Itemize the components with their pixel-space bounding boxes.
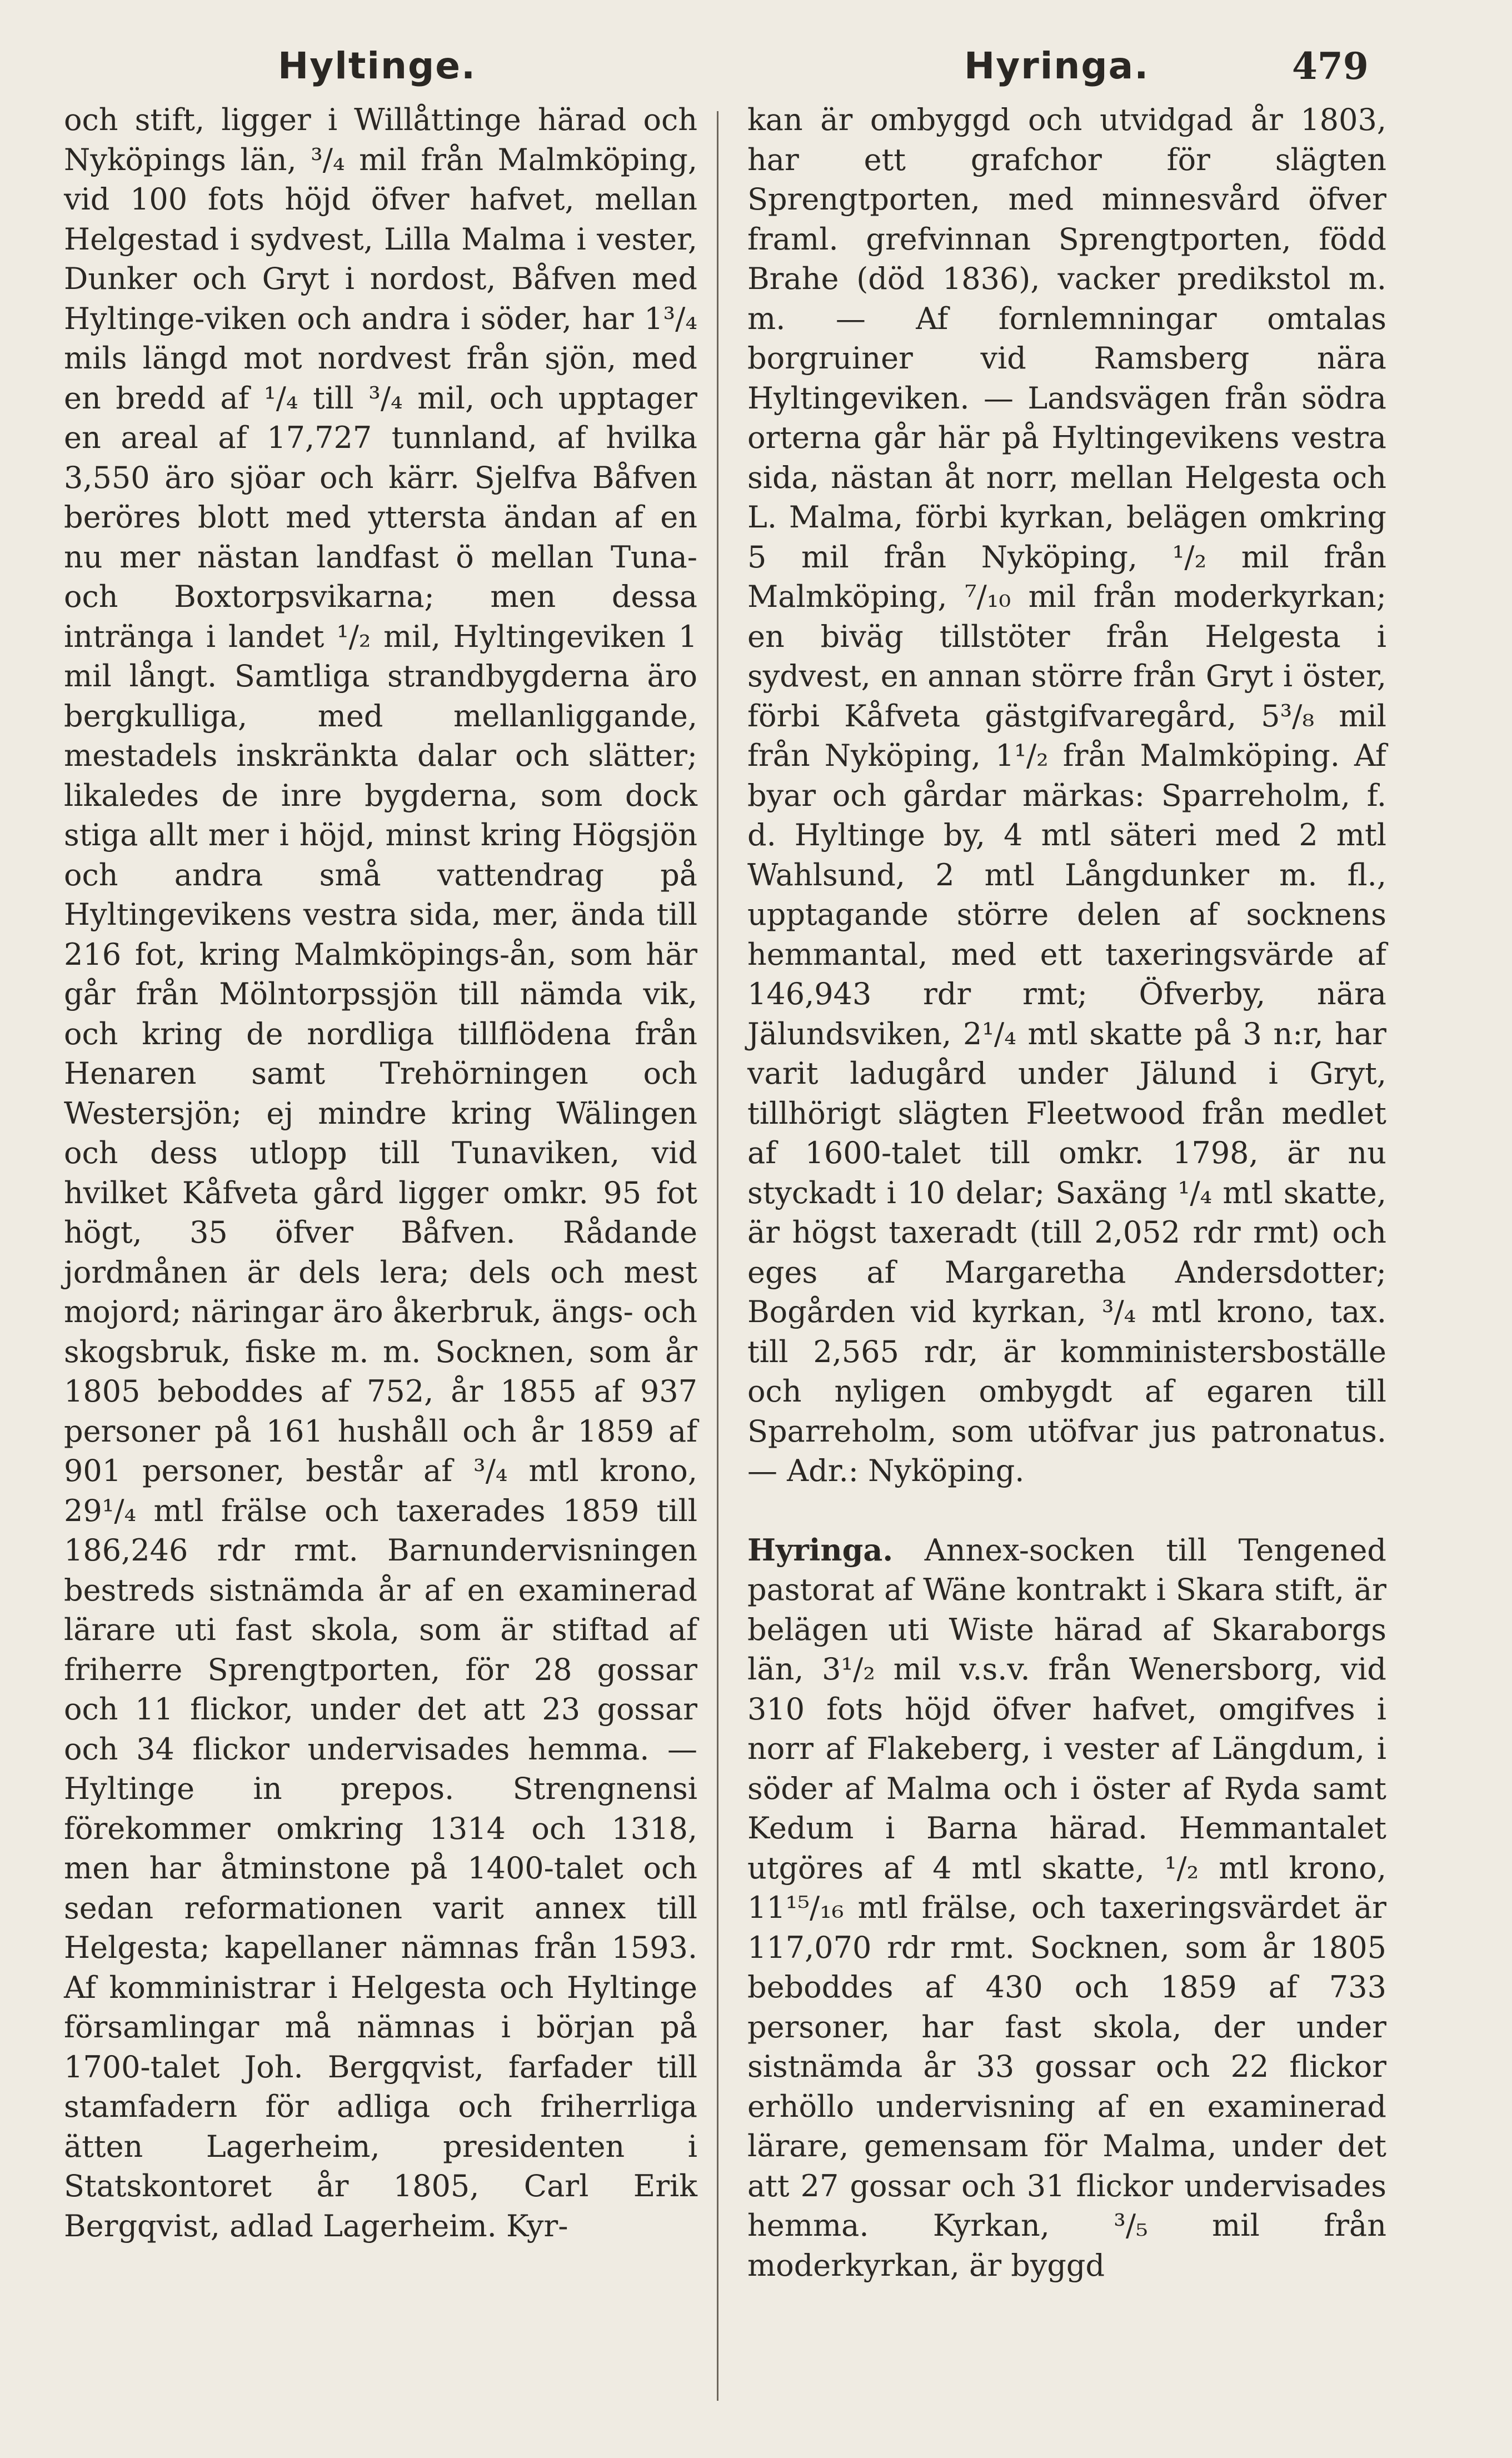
entry-headword: Hyringa. [747, 1532, 894, 1568]
right-column [747, 100, 1386, 2285]
entry-hyringa [747, 1530, 1386, 2286]
column-divider [717, 111, 718, 2401]
running-head-left: Hyltinge. [278, 44, 477, 87]
page-number: 479 [1292, 44, 1369, 88]
entry-text: Annex-socken till Tengened pastorat af Wäne kontrakt i Skara stift, är belägen uti Wiste härad af Skaraborgs län, 3¹/₂ mil v.s.v. från Wenersborg, vid 310 fots höjd öfver hafvet, omgifves i norr af Flakeberg, i vester af Längdum, i söder af Malma och i öster af Ryda samt Kedum i Barna härad. Hemmantalet utgöres af 4 mtl skatte, ¹/₂ mtl krono, 11¹⁵/₁₆ mtl frälse, och taxeringsvärdet är 117,070 rdr rmt. Socknen, som år 1805 beboddes af 430 och 1859 af 733 personer, har fast skola, der under sistnämda år 33 gossar och 22 flickor erhöllo undervisning af en examinerad lärare, gemensam för Malma, under det att 27 gossar och 31 flickor undervisades hemma. Kyrkan, ³/₅ mil från moderkyrkan, är byggd [747, 1532, 1386, 2283]
running-head [0, 44, 1512, 106]
left-column [64, 100, 697, 2246]
left-column-paragraph: och stift, ligger i Willåttinge härad och Nyköpings län, ³/₄ mil från Malmköping, vid 100 fots höjd öfver hafvet, mellan Helgestad i sydvest, Lilla Malma i vester, Dunker och Gryt i nordost, Båfven med Hyltinge-viken och andra i söder, har 1³/₄ mils längd mot nordvest från sjön, med en bredd af ¹/₄ till ³/₄ mil, och upptager en areal af 17,727 tunnland, af hvilka 3,550 äro sjöar och kärr. Sjelfva Båfven beröres blott med yttersta ändan af en nu mer nästan landfast ö mellan Tuna- och Boxtorpsvikarna; men dessa intränga i landet ¹/₂ mil, Hyltingeviken 1 mil långt. Samtliga strandbygderna äro bergkulliga, med mellanliggande, mestadels inskränkta dalar och slätter; likaledes de inre bygderna, som dock stiga allt mer i höjd, minst kring Högsjön och andra små vattendrag på Hyltingevikens vestra sida, mer, ända till 216 fot, kring Malmköpings-ån, som här går från Mölntorpssjön till nämda vik, och kring de nordliga tillflödena från Henaren samt Trehörningen och Westersjön; ej mindre kring Wälingen och dess utlopp till Tunaviken, vid hvilket Kåfveta gård ligger omkr. 95 fot högt, 35 öfver Båfven. Rådande jordmånen är dels lera; dels och mest mojord; näringar äro åkerbruk, ängs- och skogsbruk, fiske m. m. Socknen, som år 1805 beboddes af 752, år 1855 af 937 personer på 161 hushåll och år 1859 af 901 personer, består af ³/₄ mtl krono, 29¹/₄ mtl frälse och taxerades 1859 till 186,246 rdr rmt. Barnundervisningen bestreds sistnämda år af en examinerad lärare uti fast skola, som är stiftad af friherre Sprengtporten, för 28 gossar och 11 flickor, under det att 23 gossar och 34 flickor undervisades hemma. — Hyltinge in prepos. Strengnensi förekommer omkring 1314 och 1318, men har åtminstone på 1400-talet och sedan reformationen varit annex till Helgesta; kapellaner nämnas från 1593. Af komministrar i Helgesta och Hyltinge församlingar må nämnas i början på 1700-talet Joh. Bergqvist, farfader till stamfadern för adliga och friherrliga ätten Lagerheim, presidenten i Statskontoret år 1805, Carl Erik Bergqvist, adlad Lagerheim. Kyr- [64, 102, 697, 2243]
right-column-continuation: kan är ombyggd och utvidgad år 1803, har ett grafchor för slägten Sprengtporten, med minnesvård öfver framl. grefvinnan Sprengtporten, född Brahe (död 1836), vacker predikstol m. m. — Af fornlemningar omtalas borgruiner vid Ramsberg nära Hyltingeviken. — Landsvägen från södra orterna går här på Hyltingevikens vestra sida, nästan åt norr, mellan Helgesta och L. Malma, förbi kyrkan, belägen omkring 5 mil från Nyköping, ¹/₂ mil från Malmköping, ⁷/₁₀ mil från moderkyrkan; en biväg tillstöter från Helgesta i sydvest, en annan större från Gryt i öster, förbi Kåfveta gästgifvaregård, 5³/₈ mil från Nyköping, 1¹/₂ från Malmköping. Af byar och gårdar märkas: Sparreholm, f. d. Hyltinge by, 4 mtl säteri med 2 mtl Wahlsund, 2 mtl Långdunker m. fl., upptagande större delen af socknens hemmantal, med ett taxeringsvärde af 146,943 rdr rmt; Öfverby, nära Jälundsviken, 2¹/₄ mtl skatte på 3 n:r, har varit ladugård under Jälund i Gryt, tillhörigt slägten Fleetwood från medlet af 1600-talet till omkr. 1798, är nu styckadt i 10 delar; Saxäng ¹/₄ mtl skatte, är högst taxeradt (till 2,052 rdr rmt) och eges af Margaretha Andersdotter; Bogården vid kyrkan, ³/₄ mtl krono, tax. till 2,565 rdr, är komministersboställe och nyligen ombygdt af egaren till Sparreholm, som utöfvar jus patronatus. — Adr.: Nyköping. [747, 102, 1386, 1488]
running-head-center: Hyringa. [964, 44, 1150, 87]
